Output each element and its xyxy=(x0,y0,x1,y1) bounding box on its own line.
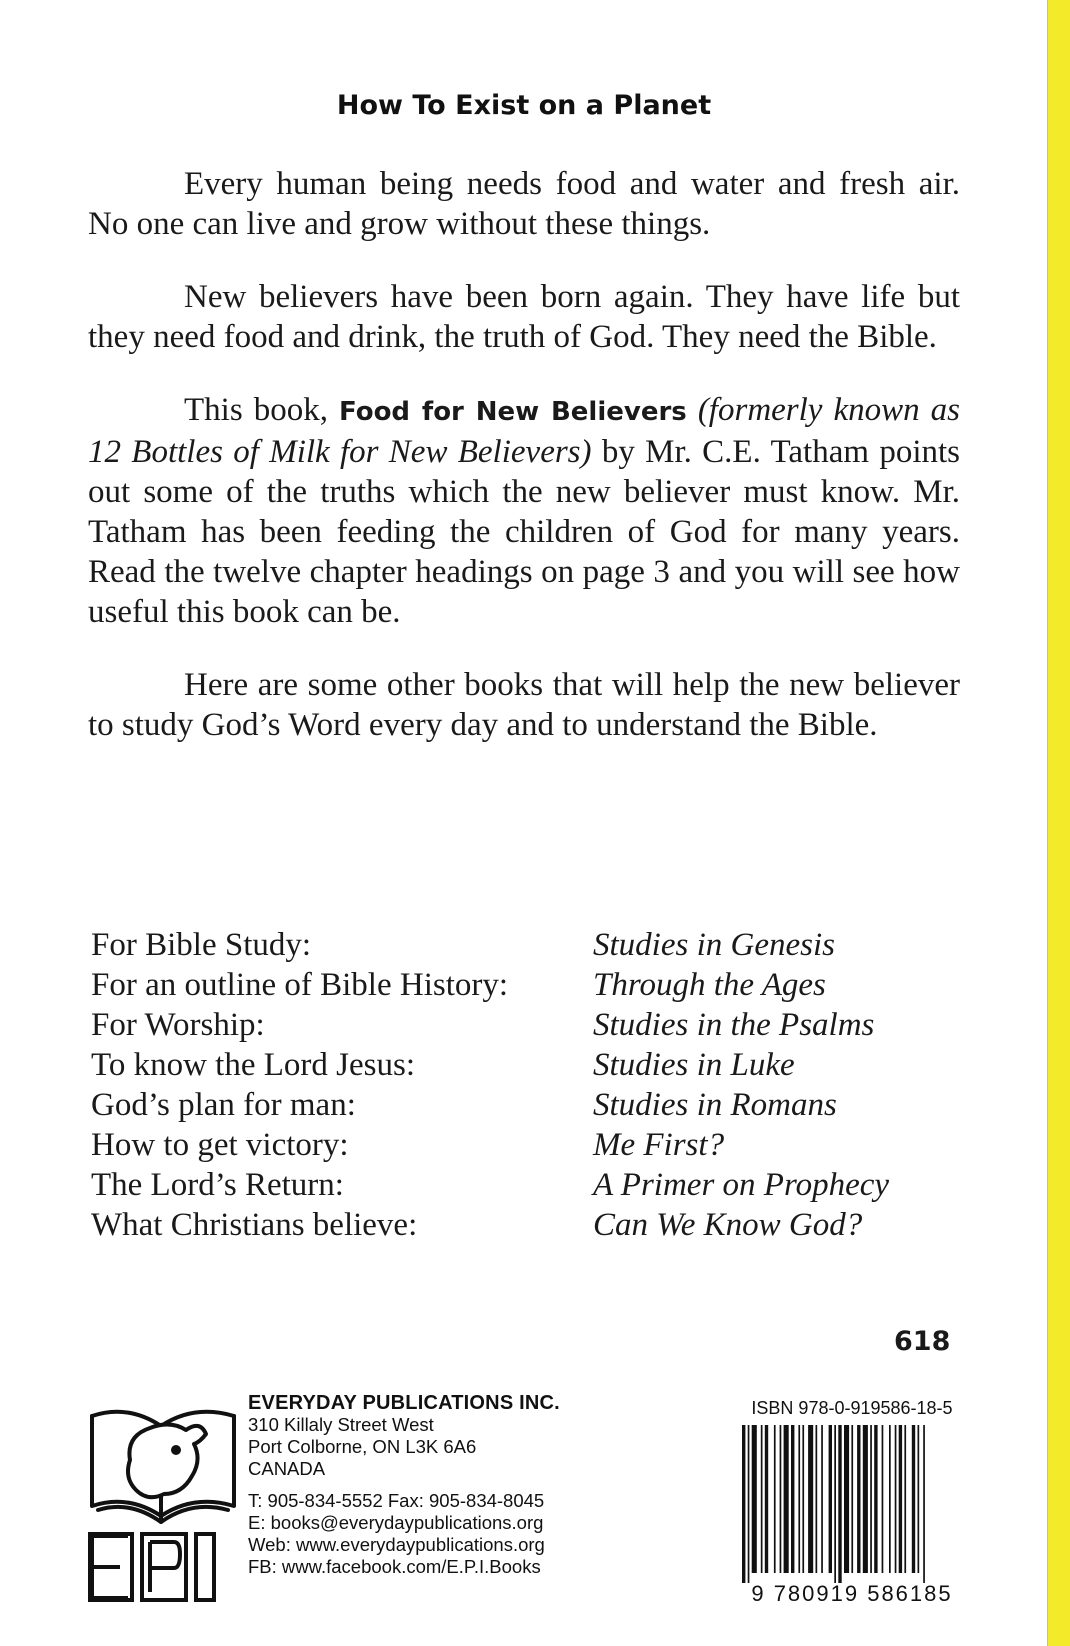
barcode-bar xyxy=(918,1425,920,1573)
barcode-bar xyxy=(816,1425,818,1573)
reading-book: A Primer on Prophecy xyxy=(593,1167,890,1203)
reading-list-row xyxy=(91,1165,971,1205)
barcode-bar xyxy=(765,1425,768,1573)
body-text xyxy=(88,164,960,778)
barcode-bar xyxy=(844,1425,849,1573)
reading-topic: For Worship: xyxy=(91,1007,265,1043)
yellow-spine-edge xyxy=(1047,0,1070,1646)
barcode-bar xyxy=(821,1425,823,1573)
publisher-facebook: FB: www.facebook.com/E.P.I.Books xyxy=(248,1556,541,1577)
reading-topic: What Christians believe: xyxy=(91,1207,418,1243)
spacer xyxy=(248,1480,608,1490)
publisher-address-city: Port Colborne, ON L3K 6A6 xyxy=(248,1436,477,1457)
reading-book: Can We Know God? xyxy=(593,1207,863,1243)
reading-list-row xyxy=(91,1085,971,1125)
former-title-note: (formerly known as 12 Bottles of Milk for New Believers) xyxy=(88,392,961,470)
featured-book-title: Food for New Believers xyxy=(339,397,687,427)
publisher-info xyxy=(248,1392,608,1578)
barcode-bar xyxy=(798,1425,800,1573)
paragraph-1: Every human being needs food and water and fresh air. No one can live and grow without these things. xyxy=(88,166,960,242)
epi-lamb-book-logo-icon xyxy=(88,1390,238,1605)
reading-book: Studies in Luke xyxy=(593,1047,795,1083)
barcode-bar xyxy=(912,1425,915,1573)
reading-book: Me First? xyxy=(593,1127,725,1163)
reading-topic: The Lord’s Return: xyxy=(91,1167,344,1203)
page-title: How To Exist on a Planet xyxy=(336,90,712,121)
barcode-bar xyxy=(808,1425,813,1573)
paragraph-3 xyxy=(88,390,960,632)
reading-topic: To know the Lord Jesus: xyxy=(91,1047,415,1083)
paragraph-2: New believers have been born again. They have life but they need food and drink, the truth of God. They need the Bible. xyxy=(88,279,960,355)
reading-book: Studies in the Psalms xyxy=(593,1007,875,1043)
paragraph-3-start: This book, xyxy=(184,392,339,428)
barcode-bar xyxy=(780,1425,782,1573)
paragraph-3-rest: by Mr. C.E. Tatham points out some of the truths which the new believer must know. Mr. Tatham has been feeding the children of God for many years. Read the twelve chapter headings on page 3 and you will see how useful this book can be. xyxy=(88,434,960,630)
barcode-bar xyxy=(834,1425,836,1583)
barcode-bar xyxy=(923,1425,925,1583)
publisher-email: E: books@everydaypublications.org xyxy=(248,1512,544,1533)
barcode-bar xyxy=(899,1425,902,1573)
barcode-bar xyxy=(829,1425,832,1573)
reading-list-row xyxy=(91,1205,971,1245)
barcode-bar xyxy=(863,1425,868,1573)
publisher-country: CANADA xyxy=(248,1458,326,1479)
reading-list-row xyxy=(91,1005,971,1045)
barcode-bar xyxy=(851,1425,853,1573)
barcode-bar xyxy=(802,1425,804,1573)
barcode-bar xyxy=(752,1425,757,1573)
publisher-phone: T: 905-834-5552 Fax: 905-834-8045 xyxy=(248,1490,545,1511)
publisher-web: Web: www.everydaypublications.org xyxy=(248,1534,545,1555)
barcode-bar xyxy=(761,1425,763,1573)
barcode-bar xyxy=(857,1425,860,1573)
barcode-bar xyxy=(748,1425,750,1583)
reading-book: Studies in Genesis xyxy=(593,927,835,963)
barcode-bar xyxy=(838,1425,841,1583)
catalog-number: 618 xyxy=(894,1326,951,1357)
reading-book: Studies in Romans xyxy=(593,1087,837,1123)
reading-list xyxy=(91,925,971,1245)
publisher-address-street: 310 Killaly Street West xyxy=(248,1414,434,1435)
reading-list-row xyxy=(91,925,971,965)
reading-list-row xyxy=(91,1125,971,1165)
isbn-label: ISBN 978-0-919586-18-5 xyxy=(751,1398,953,1418)
barcode-bar xyxy=(889,1425,891,1573)
reading-list-row xyxy=(91,965,971,1005)
publisher-name: EVERYDAY PUBLICATIONS INC. xyxy=(248,1392,560,1414)
barcode-bar xyxy=(742,1425,745,1583)
barcode-icon xyxy=(736,1423,968,1605)
reading-topic: For Bible Study: xyxy=(91,927,312,963)
barcode-digits: 9 780919 586185 xyxy=(751,1581,953,1605)
paragraph-4: Here are some other books that will help the new believer to study God’s Word every day and to understand the Bible. xyxy=(88,667,960,743)
barcode-bar xyxy=(774,1425,776,1573)
barcode-bar xyxy=(791,1425,794,1573)
reading-topic: For an outline of Bible History: xyxy=(91,967,509,1003)
reading-list-row xyxy=(91,1045,971,1085)
reading-book: Through the Ages xyxy=(593,967,826,1003)
barcode-bar xyxy=(882,1425,884,1573)
reading-topic: How to get victory: xyxy=(91,1127,349,1163)
reading-topic: God’s plan for man: xyxy=(91,1087,356,1123)
barcode-bar xyxy=(874,1425,877,1573)
barcode-bar xyxy=(904,1425,906,1573)
barcode-bar xyxy=(784,1425,789,1573)
barcode-block xyxy=(736,1398,968,1605)
barcode-bar xyxy=(895,1425,897,1573)
barcode-bar xyxy=(870,1425,872,1573)
